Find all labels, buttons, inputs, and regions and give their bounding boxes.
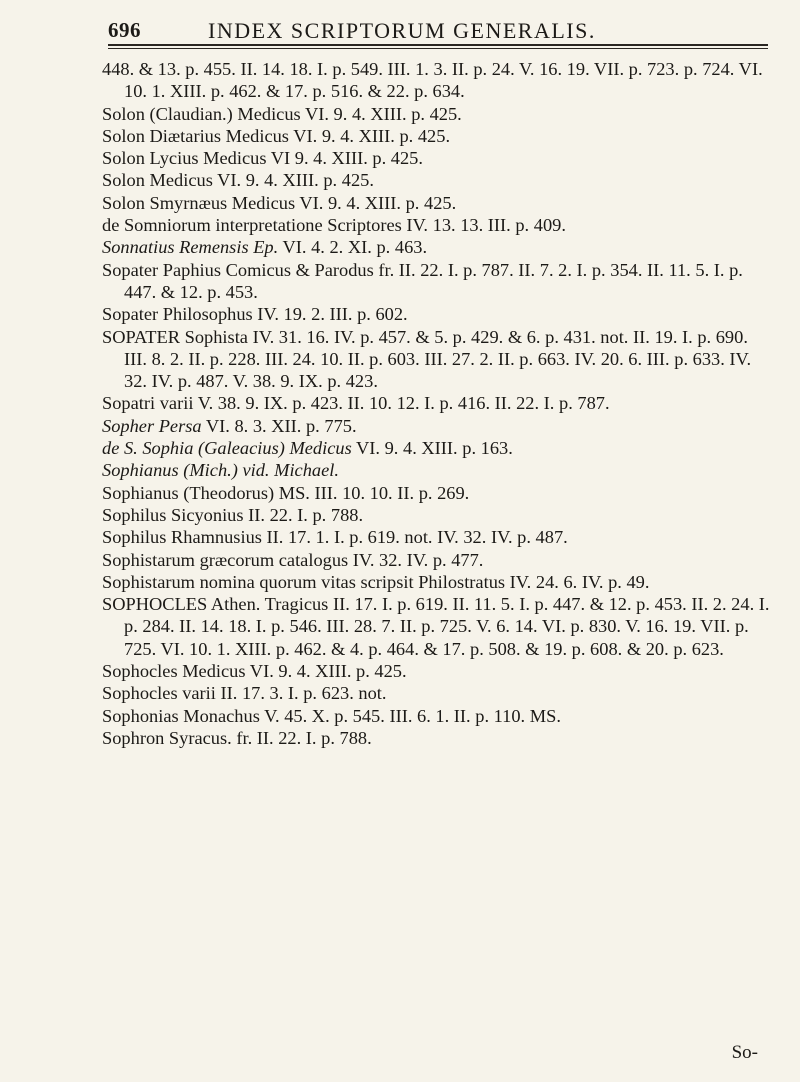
- index-entry: [102, 571, 772, 593]
- entry-heading: Sopater Paphius Comicus & Parodus fr. II. 22. I. p. 787. II. 7. 2. I. p. 354. II. 11. 5. I. p. 447. & 12. p. 453.: [102, 259, 743, 302]
- entry-heading: Solon Diætarius Medicus VI. 9. 4. XIII. p. 425.: [102, 125, 451, 146]
- entry-references: VI. 4. 2. XI. p. 463.: [278, 237, 428, 258]
- entry-heading: Sopatri varii V. 38. 9. IX. p. 423. II. 10. 12. I. p. 416. II. 22. I. p. 787.: [102, 393, 610, 414]
- index-entry: [102, 103, 772, 125]
- entry-heading: Solon Lycius Medicus VI 9. 4. XIII. p. 425.: [102, 148, 423, 169]
- index-entry: [102, 169, 772, 191]
- index-entry: [102, 682, 772, 704]
- index-entry: [102, 549, 772, 571]
- page-number: 696: [108, 18, 141, 42]
- index-entry: [102, 147, 772, 169]
- entry-heading: Sophianus (Theodorus) MS. III. 10. 10. II. p. 269.: [102, 482, 470, 503]
- index-entry: [102, 125, 772, 147]
- entry-heading: Sophron Syracus. fr. II. 22. I. p. 788.: [102, 727, 372, 748]
- index-entry: [102, 705, 772, 727]
- catchword: So-: [731, 1042, 758, 1063]
- entry-heading: de Somniorum interpretatione Scriptores IV. 13. 13. III. p. 409.: [102, 215, 566, 236]
- index-entry: [102, 660, 772, 682]
- entry-heading: Sophistarum græcorum catalogus IV. 32. IV. p. 477.: [102, 549, 484, 570]
- entry-heading-italic: Sonnatius Remensis Ep.: [102, 237, 279, 258]
- entry-heading: Solon (Claudian.) Medicus VI. 9. 4. XIII. p. 425.: [102, 103, 462, 124]
- header-rule: [108, 44, 768, 49]
- index-entry: [102, 593, 772, 660]
- index-entry: [102, 727, 772, 749]
- running-title: INDEX SCRIPTORUM GENERALIS.: [208, 18, 596, 43]
- entry-heading: SOPHOCLES Athen. Tragicus II. 17. I. p. 619. II. 11. 5. I. p. 447. & 12. p. 453. II. 2. 24. I. p. 284. II. 14. 18. I. p. 546. III. 28. 7. II. p. 725. V. 6. 14. VI. p. 830. V. 16. 19. VII. p. 725. VI. 10. 1. XIII. p. 462. & 4. p. 464. & 17. p. 508. & 19. p. 608. & 20. p. 623.: [102, 594, 770, 659]
- page-header: [108, 16, 768, 56]
- entry-references: VI. 8. 3. XII. p. 775.: [201, 415, 357, 436]
- entry-heading: Solon Smyrnæus Medicus VI. 9. 4. XIII. p. 425.: [102, 192, 457, 213]
- index-entry: [102, 415, 772, 437]
- index-entry: [102, 192, 772, 214]
- entry-heading: Sophilus Sicyonius II. 22. I. p. 788.: [102, 504, 364, 525]
- index-entry: [102, 326, 772, 393]
- entry-heading: Sophonias Monachus V. 45. X. p. 545. III. 6. 1. II. p. 110. MS.: [102, 705, 561, 726]
- index-entry: [102, 259, 772, 304]
- entry-heading-italic: Sophianus (Mich.) vid. Michael.: [102, 460, 339, 481]
- entry-heading: Sophilus Rhamnusius II. 17. 1. I. p. 619. not. IV. 32. IV. p. 487.: [102, 527, 568, 548]
- entry-heading: Sopater Philosophus IV. 19. 2. III. p. 602.: [102, 304, 408, 325]
- entry-heading: SOPATER Sophista IV. 31. 16. IV. p. 457. & 5. p. 429. & 6. p. 431. not. II. 19. I. p. 690. III. 8. 2. II. p. 228. III. 24. 10. II. p. 603. III. 27. 2. II. p. 663. IV. 20. 6. III. p. 633. IV. 32. IV. p. 487. V. 38. 9. IX. p. 423.: [102, 326, 752, 392]
- entry-heading-italic: de S. Sophia (Galeacius) Medicus: [102, 438, 352, 459]
- entry-heading: Sophocles Medicus VI. 9. 4. XIII. p. 425.: [102, 661, 407, 682]
- index-entries: [102, 58, 772, 749]
- entry-heading: Solon Medicus VI. 9. 4. XIII. p. 425.: [102, 170, 374, 191]
- entry-heading-italic: Sopher Persa: [102, 415, 202, 436]
- index-entry: [102, 504, 772, 526]
- index-entry: [102, 214, 772, 236]
- index-entry: [102, 459, 772, 481]
- entry-heading: Sophocles varii II. 17. 3. I. p. 623. not.: [102, 683, 387, 704]
- entry-references: VI. 9. 4. XIII. p. 163.: [351, 438, 513, 459]
- entry-references: 448. & 13. p. 455. II. 14. 18. I. p. 549. III. 1. 3. II. p. 24. V. 16. 19. VII. p. 723. p. 724. VI. 10. 1. XIII. p. 462. & 17. p. 516. & 22. p. 634.: [102, 59, 763, 102]
- index-entry: [102, 482, 772, 504]
- index-entry: [102, 392, 772, 414]
- index-entry: [102, 437, 772, 459]
- index-entry: [102, 526, 772, 548]
- entry-heading: Sophistarum nomina quorum vitas scripsit Philostratus IV. 24. 6. IV. p. 49.: [102, 571, 650, 592]
- index-entry: [102, 303, 772, 325]
- index-entry: [102, 236, 772, 258]
- index-entry: [102, 58, 772, 103]
